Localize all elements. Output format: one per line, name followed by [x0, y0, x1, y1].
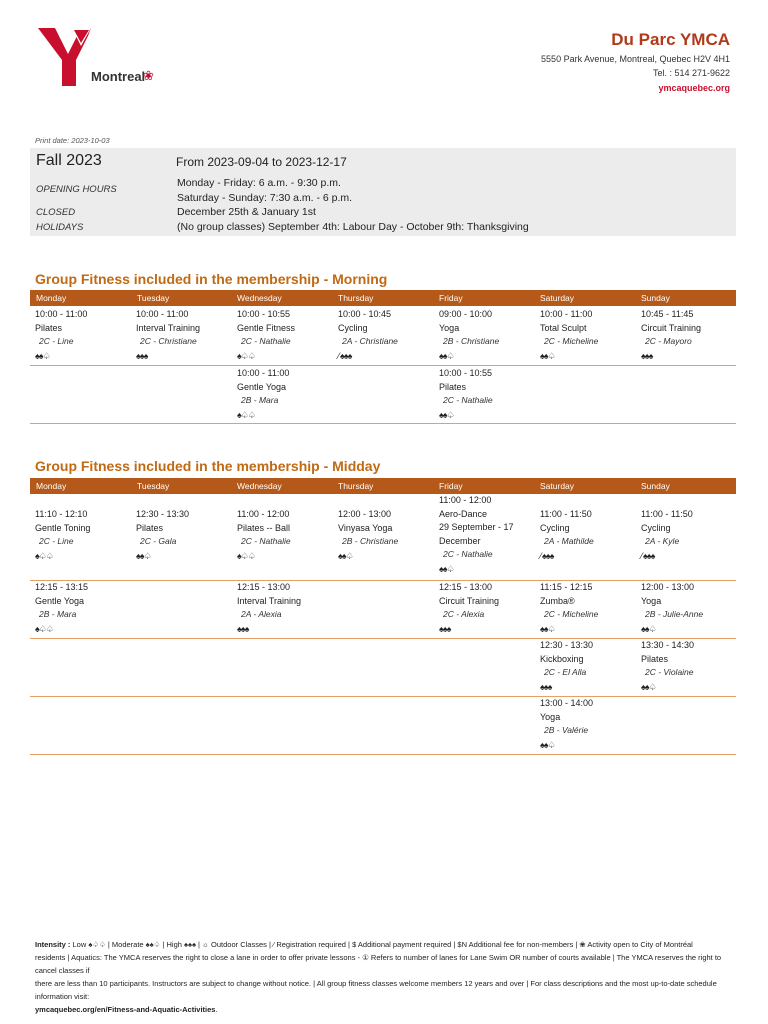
intensity-icon: ♠♠♤	[540, 350, 555, 361]
class-entry	[136, 508, 234, 563]
intensity-icon: ⁄ ♠♠♠	[540, 550, 554, 561]
class-entry	[439, 308, 537, 363]
intensity-icon: ♠♤♤	[237, 550, 255, 561]
class-name: Vinyasa Yoga	[338, 522, 393, 533]
intensity-icon: ♠♠♠	[641, 350, 653, 361]
holidays-label: HOLIDAYS	[36, 222, 84, 233]
class-room-instructor: 2A - Kyle	[645, 536, 680, 546]
class-time: 09:00 - 10:00	[439, 309, 493, 319]
class-entry	[439, 494, 537, 576]
class-room-instructor: 2B - Mara	[39, 609, 77, 619]
morning-day-header	[30, 290, 736, 306]
day-label: Wednesday	[237, 293, 282, 303]
class-entry	[540, 697, 638, 752]
class-name: Gentle Toning	[35, 522, 91, 533]
closed-value: December 25th & January 1st	[177, 206, 316, 218]
class-time: 12:30 - 13:30	[136, 509, 190, 519]
intensity-icon: ♠♠♠	[237, 623, 249, 634]
class-room-instructor: 2B - Julie-Anne	[645, 609, 704, 619]
class-name: Cycling	[540, 522, 570, 533]
class-name: Total Sculpt	[540, 322, 587, 333]
class-time: 12:30 - 13:30	[540, 640, 594, 650]
class-time: 12:15 - 13:15	[35, 582, 89, 592]
day-label: Sunday	[641, 293, 670, 303]
intensity-icon: ♠♠♤	[540, 623, 555, 634]
class-time: 10:00 - 10:55	[237, 309, 291, 319]
class-room-instructor: 2C - Violaine	[645, 667, 694, 677]
intensity-icon: ♠♤♤	[237, 350, 255, 361]
class-name: Pilates	[641, 653, 669, 664]
intensity-icon: ♠♠♠	[439, 623, 451, 634]
class-name: Gentle Yoga	[237, 381, 287, 392]
class-time: 12:00 - 13:00	[641, 582, 695, 592]
class-entry	[237, 308, 335, 363]
class-room-instructor: 2C - Micheline	[544, 336, 599, 346]
class-room-instructor: 2C - Nathalie	[443, 549, 493, 559]
intensity-icon: ⁄ ♠♠♠	[338, 350, 352, 361]
class-name: Aero-Dance	[439, 508, 488, 519]
intensity-icon: ♠♤♤	[35, 623, 53, 634]
weekday-hours: Monday - Friday: 6 a.m. - 9:30 p.m.	[177, 177, 341, 189]
row-divider	[30, 423, 736, 424]
class-room-instructor: 2C - El Alla	[544, 667, 587, 677]
class-entry	[237, 581, 335, 636]
midday-section-title: Group Fitness included in the membership - Midday	[35, 458, 381, 474]
link-suffix: .	[215, 1005, 218, 1014]
branch-name: Du Parc YMCA	[611, 30, 730, 49]
class-time: 11:15 - 12:15	[540, 582, 593, 592]
class-entry	[338, 508, 436, 563]
day-label: Sunday	[641, 481, 670, 491]
class-name: Pilates	[136, 522, 164, 533]
holidays-value: (No group classes) September 4th: Labour Day - October 9th: Thanksgiving	[177, 221, 529, 233]
season-title: Fall 2023	[36, 152, 102, 169]
class-time: 11:00 - 12:00	[237, 509, 290, 519]
legend-line-1: Low ♠♤♤ | Moderate ♠♠♤ | High ♠♠♠ | ☼ Outdoor Classes | ⁄ Registration required | $ Additional payment required | $N Additional fee for non-members | ❀ Activity open to City of Montréal	[72, 940, 693, 949]
class-entry	[540, 639, 638, 694]
class-name: Pilates	[439, 381, 467, 392]
class-name: Zumba®	[540, 595, 575, 606]
intensity-icon: ♠♠♤	[136, 550, 151, 561]
closed-label: CLOSED	[36, 207, 76, 218]
day-label: Friday	[439, 293, 463, 303]
class-name: Interval Training	[237, 595, 302, 606]
legend-line-2: residents | Aquatics: The YMCA reserves the right to close a lane in order to offer private lessons - ① Refers to number of lanes for Lane Swim OR number of courts available | The YMCA reserves the right to cancel classes if	[35, 953, 722, 975]
class-name: Circuit Training	[439, 595, 500, 606]
class-time: 12:15 - 13:00	[237, 582, 291, 592]
class-room-instructor: 2B - Mara	[241, 395, 279, 405]
row-divider	[30, 754, 736, 755]
page-header	[0, 0, 768, 120]
class-entry	[540, 308, 638, 363]
day-label: Thursday	[338, 481, 374, 491]
row-divider	[30, 696, 736, 697]
ymca-logo	[38, 28, 98, 88]
midday-day-header	[30, 478, 736, 494]
opening-hours-label: OPENING HOURS	[36, 184, 117, 195]
class-name: Kickboxing	[540, 653, 584, 664]
activities-link[interactable]: ymcaquebec.org/en/Fitness-and-Aquatic-Activities	[35, 1005, 216, 1014]
season-dates: From 2023-09-04 to 2023-12-17	[176, 155, 347, 169]
class-entry	[641, 581, 739, 636]
weekend-hours: Saturday - Sunday: 7:30 a.m. - 6 p.m.	[177, 192, 353, 204]
class-entry	[641, 508, 739, 563]
morning-section-title: Group Fitness included in the membership - Morning	[35, 271, 388, 287]
intensity-icon: ♠♠♠	[540, 681, 552, 692]
class-entry	[641, 639, 739, 694]
class-room-instructor: 2B - Christiane	[342, 536, 399, 546]
row-divider	[30, 638, 736, 639]
class-room-instructor: 2B - Valérie	[544, 725, 589, 735]
class-name: Yoga	[641, 595, 662, 606]
class-room-instructor: 2C - Nathalie	[443, 395, 493, 405]
class-room-instructor: 2C - Nathalie	[241, 336, 291, 346]
row-divider	[30, 365, 736, 366]
class-name: Cycling	[641, 522, 671, 533]
class-time: 12:15 - 13:00	[439, 582, 493, 592]
montreal-flower-icon: ❀	[143, 68, 154, 83]
intensity-icon: ♠♠♤	[641, 681, 656, 692]
class-room-instructor: 2C - Line	[39, 336, 74, 346]
class-name: Gentle Yoga	[35, 595, 85, 606]
class-date-range: December	[439, 535, 481, 546]
intensity-icon: ♠♠♠	[136, 350, 148, 361]
class-room-instructor: 2C - Gala	[140, 536, 177, 546]
intensity-icon: ♠♤♤	[237, 409, 255, 420]
class-entry	[35, 508, 133, 563]
class-room-instructor: 2C - Line	[39, 536, 74, 546]
branch-website-link[interactable]: ymcaquebec.org	[658, 83, 730, 93]
intensity-icon: ♠♠♤	[35, 350, 50, 361]
class-time: 10:00 - 10:45	[338, 309, 392, 319]
class-entry	[540, 581, 638, 636]
season-info-box	[30, 148, 736, 236]
class-entry	[237, 367, 335, 422]
logo-city-name: Montreal	[91, 69, 146, 84]
class-time: 10:00 - 10:55	[439, 368, 493, 378]
day-label: Tuesday	[137, 293, 170, 303]
class-room-instructor: 2A - Alexia	[241, 609, 282, 619]
intensity-icon: ♠♠♤	[338, 550, 353, 561]
legend-footer	[35, 938, 735, 1016]
class-time: 10:45 - 11:45	[641, 309, 694, 319]
class-entry	[540, 508, 638, 563]
row-divider	[30, 580, 736, 581]
day-label: Tuesday	[137, 481, 170, 491]
class-room-instructor: 2C - Micheline	[544, 609, 599, 619]
class-room-instructor: 2A - Christiane	[342, 336, 398, 346]
intensity-label: Intensity :	[35, 940, 71, 949]
class-time: 13:00 - 14:00	[540, 698, 594, 708]
branch-info	[541, 30, 730, 93]
class-name: Yoga	[439, 322, 460, 333]
intensity-icon: ♠♠♤	[641, 623, 656, 634]
class-time: 10:00 - 11:00	[136, 309, 189, 319]
class-room-instructor: 2C - Alexia	[443, 609, 485, 619]
class-name: Yoga	[540, 711, 561, 722]
class-entry	[35, 308, 133, 363]
class-room-instructor: 2C - Mayoro	[645, 336, 692, 346]
class-time: 10:00 - 11:00	[35, 309, 88, 319]
day-label: Saturday	[540, 481, 575, 491]
class-entry	[136, 308, 234, 363]
class-name: Circuit Training	[641, 322, 702, 333]
class-time: 13:30 - 14:30	[641, 640, 695, 650]
intensity-icon: ♠♠♤	[439, 350, 454, 361]
intensity-icon: ♠♠♤	[540, 739, 555, 750]
class-name: Gentle Fitness	[237, 322, 296, 333]
class-entry	[641, 308, 739, 363]
class-date-range: 29 September - 17	[439, 522, 514, 532]
branch-address: 5550 Park Avenue, Montreal, Quebec H2V 4H1	[541, 54, 730, 64]
legend-line-3: there are less than 10 participants. Instructors are subject to change without notice. | All group fitness classes welcome members 12 years and over | For class descriptions and the most up-to-date schedule information visit:	[35, 979, 717, 1001]
class-entry	[237, 508, 335, 563]
intensity-icon: ♠♠♤	[439, 409, 454, 420]
day-label: Monday	[36, 293, 67, 303]
intensity-icon: ⁄ ♠♠♠	[641, 550, 655, 561]
day-label: Friday	[439, 481, 463, 491]
print-date: Print date: 2023-10-03	[35, 136, 110, 145]
class-time: 10:00 - 11:00	[540, 309, 593, 319]
class-time: 11:00 - 12:00	[439, 495, 492, 505]
class-entry	[439, 367, 537, 422]
class-entry	[439, 581, 537, 636]
class-name: Cycling	[338, 322, 368, 333]
class-name: Interval Training	[136, 322, 201, 333]
class-entry	[35, 581, 133, 636]
intensity-icon: ♠♤♤	[35, 550, 53, 561]
class-room-instructor: 2B - Christiane	[443, 336, 500, 346]
class-entry	[338, 308, 436, 363]
class-time: 11:00 - 11:50	[540, 509, 592, 519]
class-time: 11:00 - 11:50	[641, 509, 693, 519]
day-label: Monday	[36, 481, 67, 491]
class-name: Pilates -- Ball	[237, 522, 291, 533]
class-room-instructor: 2C - Christiane	[140, 336, 197, 346]
branch-phone: Tel. : 514 271-9622	[652, 68, 730, 78]
day-label: Saturday	[540, 293, 575, 303]
class-time: 12:00 - 13:00	[338, 509, 392, 519]
intensity-icon: ♠♠♤	[439, 563, 454, 574]
day-label: Thursday	[338, 293, 374, 303]
class-name: Pilates	[35, 322, 63, 333]
day-label: Wednesday	[237, 481, 282, 491]
class-time: 10:00 - 11:00	[237, 368, 290, 378]
class-room-instructor: 2A - Mathilde	[544, 536, 594, 546]
class-time: 11:10 - 12:10	[35, 509, 88, 519]
class-room-instructor: 2C - Nathalie	[241, 536, 291, 546]
